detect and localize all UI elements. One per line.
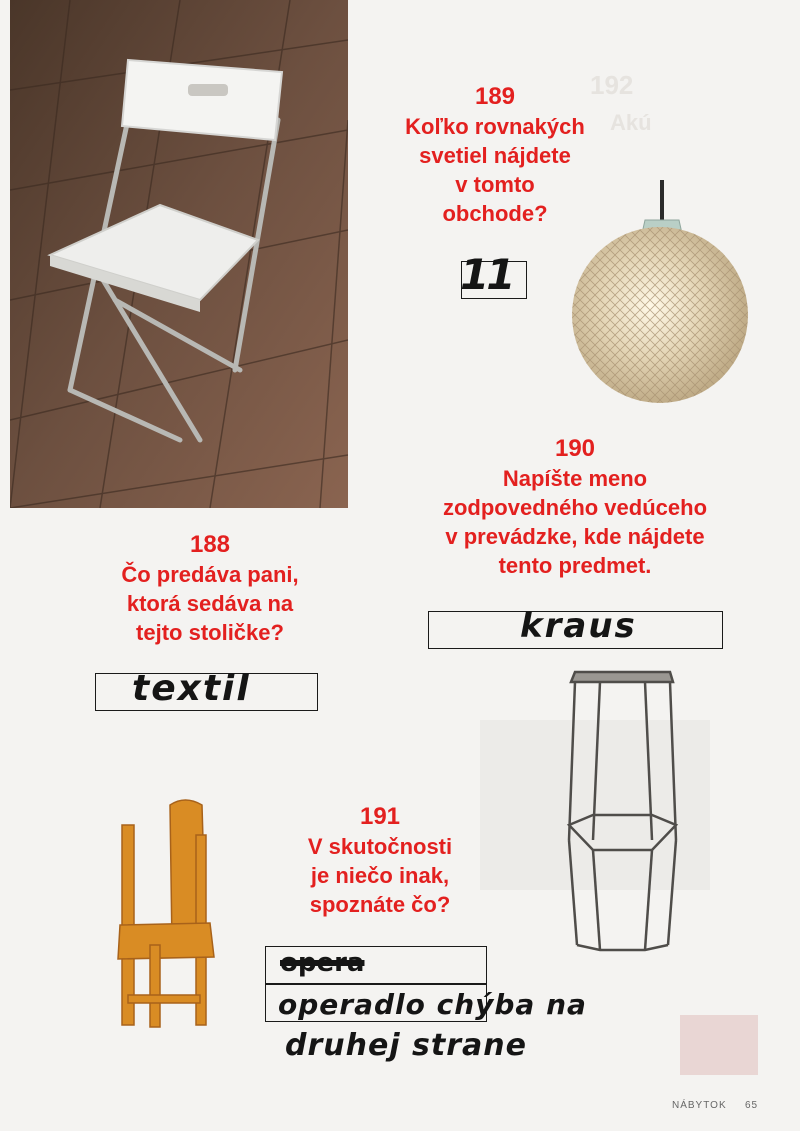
question-text-line: Čo predáva pani, xyxy=(121,562,299,587)
wooden-pine-chair xyxy=(110,795,225,1030)
handwritten-answer-190: kraus xyxy=(520,606,637,646)
question-number: 190 xyxy=(554,435,596,462)
question-text-line: tejto stoličke? xyxy=(136,620,284,645)
question-text-line: ktorá sedáva na xyxy=(126,591,294,616)
handwritten-answer-188: textil xyxy=(132,668,251,709)
wire-bar-stool xyxy=(555,660,690,955)
question-number: 191 xyxy=(359,803,401,830)
question-text-line: spoznáte čo? xyxy=(309,892,451,917)
bleed-through-text: 192 xyxy=(590,70,634,100)
question-text-line: v prevádzke, kde nájdete xyxy=(445,524,705,549)
handwritten-struck-answer-191: opera xyxy=(280,948,365,978)
bleed-through-block xyxy=(680,1015,758,1075)
bleed-through-text: Akú xyxy=(610,110,652,135)
handwritten-answer-189: 11 xyxy=(460,250,513,299)
question-188 xyxy=(80,530,340,647)
question-text-line: zodpovedného vedúceho xyxy=(442,495,708,520)
question-text-line: je niečo inak, xyxy=(310,863,450,888)
question-text-line: V skutočnosti xyxy=(307,834,453,859)
footer-section: NÁBYTOK xyxy=(672,1100,727,1111)
question-number: 189 xyxy=(474,83,516,110)
question-text-line: Koľko rovnakých xyxy=(405,114,585,139)
handwritten-answer-191-line2: druhej strane xyxy=(285,1028,527,1063)
question-text-line: Napíšte meno xyxy=(502,466,648,491)
question-text-line: obchode? xyxy=(442,201,548,226)
question-190 xyxy=(390,434,760,580)
question-number: 188 xyxy=(189,531,231,558)
handwritten-answer-191-line1: operadlo chýba na xyxy=(278,988,587,1021)
question-text-line: tento predmet. xyxy=(498,553,652,578)
question-191 xyxy=(265,802,495,919)
question-text-line: svetiel nájdete xyxy=(419,143,571,168)
question-text-line: v tomto xyxy=(455,172,535,197)
glass-globe-pendant-lamp xyxy=(565,180,755,410)
white-folding-chair-photo xyxy=(10,0,348,508)
footer-page-number: 65 xyxy=(745,1100,759,1111)
